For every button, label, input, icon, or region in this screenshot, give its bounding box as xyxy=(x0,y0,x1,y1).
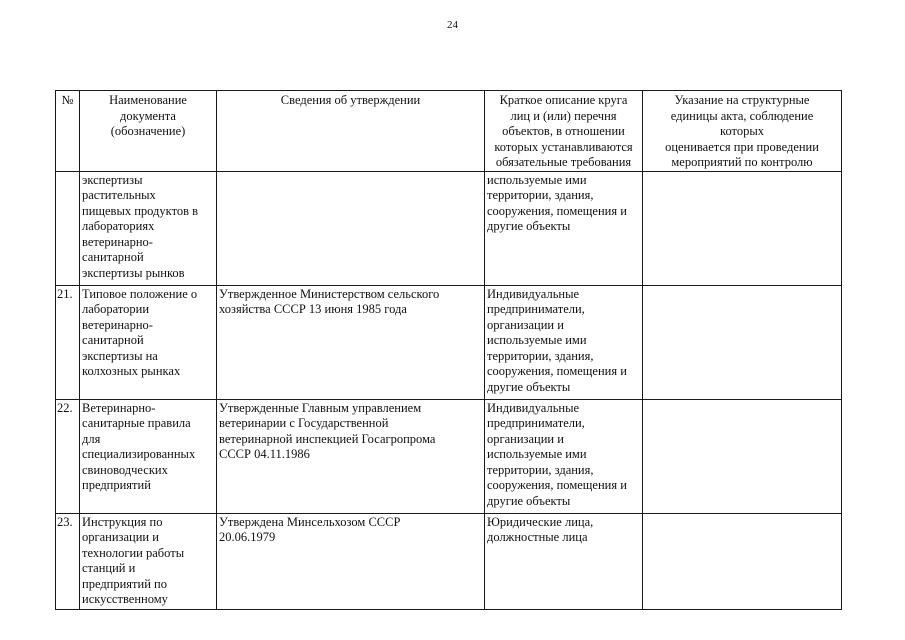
row-document-name: Типовое положение о лаборатории ветеринарно- санитарной экспертизы на колхозных рынках xyxy=(80,285,217,399)
header-number: № xyxy=(56,91,80,172)
row-number: 22. xyxy=(56,399,80,513)
table-header-row xyxy=(56,91,842,172)
header-structural-units: Указание на структурные единицы акта, соблюдение которых оценивается при проведении мероприятий по контролю xyxy=(643,91,842,172)
row-scope-description: Индивидуальные предприниматели, организации и используемые ими территории, здания, сооружения, помещения и другие объекты xyxy=(485,399,643,513)
row-document-name: экспертизы растительных пищевых продуктов в лабораториях ветеринарно- санитарной экспертизы рынков xyxy=(80,171,217,285)
table-row xyxy=(56,171,842,285)
row-number xyxy=(56,171,80,285)
row-scope-description: Юридические лица, должностные лица xyxy=(485,513,643,609)
header-approval-info: Сведения об утверждении xyxy=(217,91,485,172)
header-document-name: Наименование документа (обозначение) xyxy=(80,91,217,172)
table-row xyxy=(56,285,842,399)
row-structural-units xyxy=(643,513,842,609)
row-structural-units xyxy=(643,285,842,399)
requirements-table xyxy=(55,90,842,610)
row-approval-info: Утверждена Минсельхозом СССР 20.06.1979 xyxy=(217,513,485,609)
page-number: 24 xyxy=(447,19,458,31)
row-scope-description: используемые ими территории, здания, сооружения, помещения и другие объекты xyxy=(485,171,643,285)
row-number: 21. xyxy=(56,285,80,399)
row-approval-info: Утвержденное Министерством сельского хозяйства СССР 13 июня 1985 года xyxy=(217,285,485,399)
row-number: 23. xyxy=(56,513,80,609)
row-approval-info xyxy=(217,171,485,285)
row-document-name: Ветеринарно- санитарные правила для специализированных свиноводческих предприятий xyxy=(80,399,217,513)
row-structural-units xyxy=(643,171,842,285)
header-scope-description: Краткое описание круга лиц и (или) перечня объектов, в отношении которых устанавливаются обязательные требования xyxy=(485,91,643,172)
row-scope-description: Индивидуальные предприниматели, организации и используемые ими территории, здания, сооружения, помещения и другие объекты xyxy=(485,285,643,399)
row-approval-info: Утвержденные Главным управлением ветеринарии с Государственной ветеринарной инспекцией Госагропрома СССР 04.11.1986 xyxy=(217,399,485,513)
table-row xyxy=(56,513,842,609)
table-row xyxy=(56,399,842,513)
row-structural-units xyxy=(643,399,842,513)
row-document-name: Инструкция по организации и технологии работы станций и предприятий по искусственному xyxy=(80,513,217,609)
